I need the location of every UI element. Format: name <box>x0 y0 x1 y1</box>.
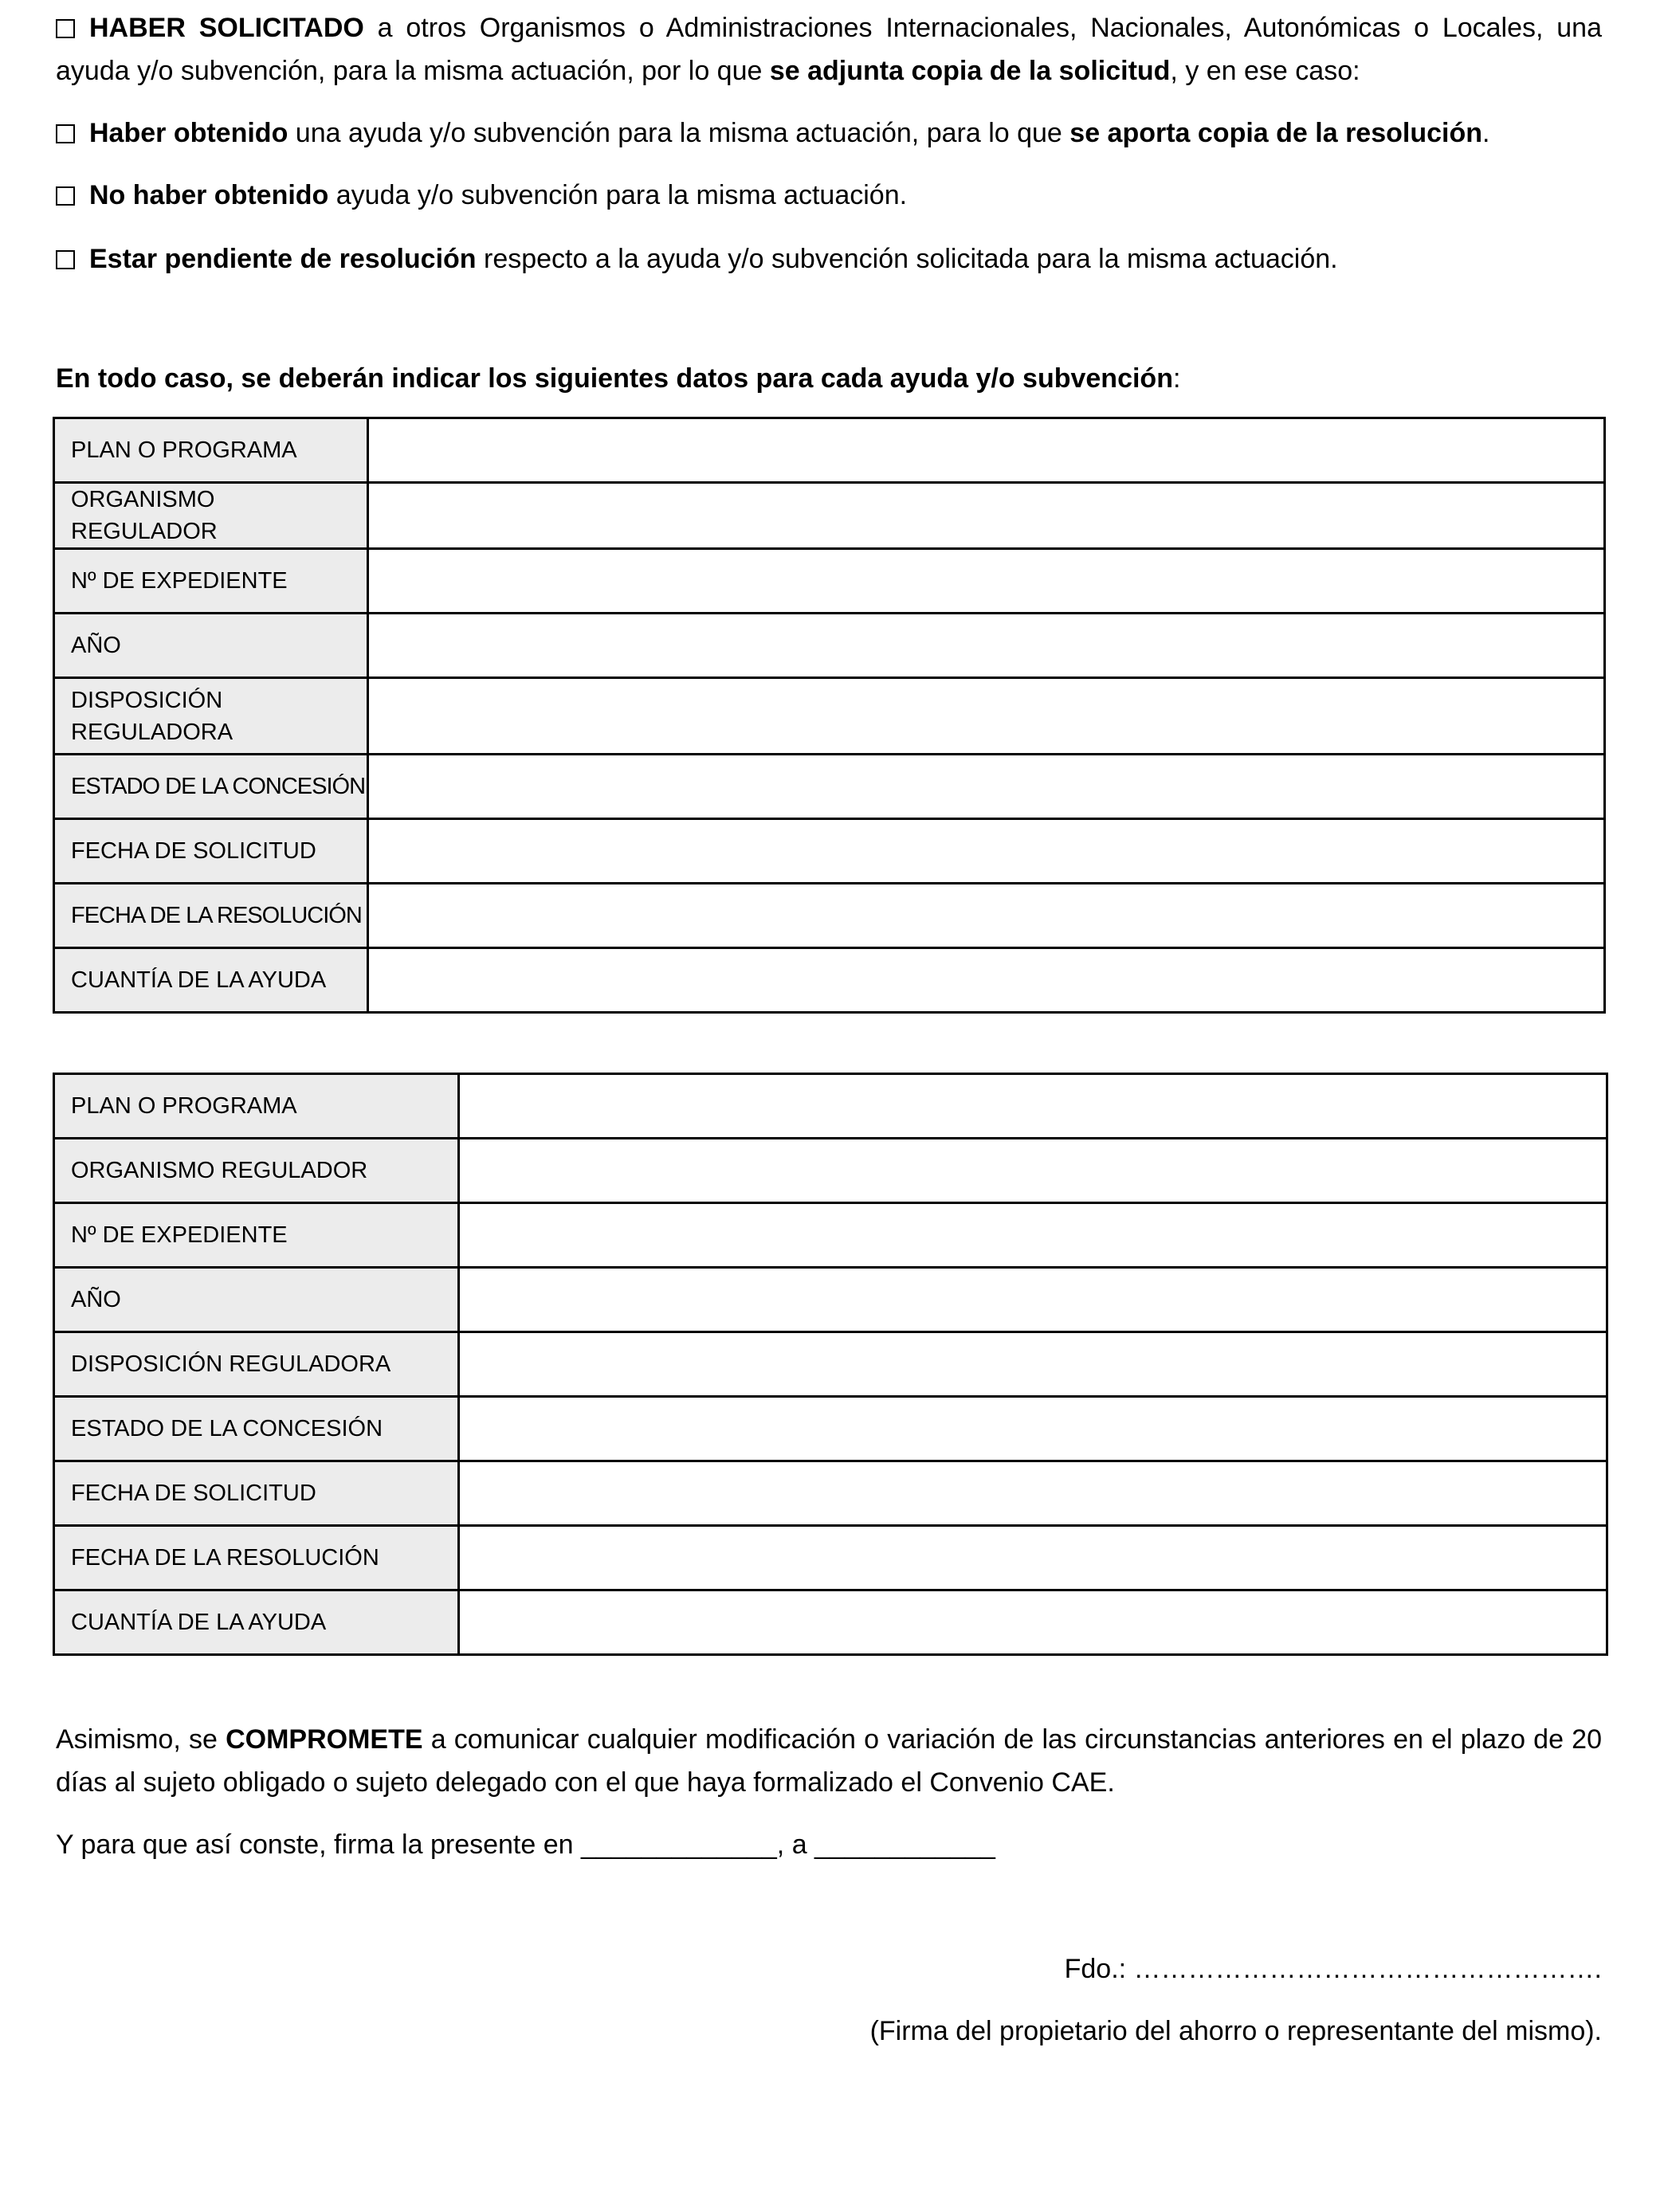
aid-table-1 <box>53 417 1606 1014</box>
row-label: FECHA DE SOLICITUD <box>54 1461 459 1526</box>
fdo-signature-line: Fdo.: ……………………………………………. <box>1064 1954 1602 1984</box>
table-row <box>54 1590 1607 1655</box>
commitment-paragraph <box>56 1718 1602 1804</box>
checkbox-no-haber-obtenido[interactable] <box>56 186 75 206</box>
intro-bold-1: HABER SOLICITADO <box>89 13 364 43</box>
option-haber-obtenido <box>56 112 1618 155</box>
row-label: AÑO <box>54 1268 459 1332</box>
row-value-field[interactable] <box>459 1203 1607 1268</box>
option-1-text: una ayuda y/o subvención para la misma actuación, para lo que <box>288 118 1070 148</box>
row-label: ORGANISMO REGULADOR <box>54 483 368 549</box>
row-value-field[interactable] <box>368 819 1605 884</box>
row-value-field[interactable] <box>459 1461 1607 1526</box>
table-row <box>54 614 1605 678</box>
intro-text-2: , y en ese caso: <box>1170 56 1360 86</box>
table-row <box>54 418 1605 483</box>
checkbox-haber-solicitado[interactable] <box>56 19 75 38</box>
table-row <box>54 1268 1607 1332</box>
option-no-haber-obtenido <box>56 174 1618 217</box>
table-row <box>54 1526 1607 1590</box>
row-value-field[interactable] <box>459 1526 1607 1590</box>
table-row <box>54 1139 1607 1203</box>
table-row <box>54 1074 1607 1139</box>
table-row <box>54 549 1605 614</box>
table-intro-tail: : <box>1172 363 1181 394</box>
table-row <box>54 819 1605 884</box>
row-value-field[interactable] <box>368 614 1605 678</box>
row-label: CUANTÍA DE LA AYUDA <box>54 1590 459 1655</box>
checkbox-pendiente-resolucion[interactable] <box>56 250 75 269</box>
option-1-bold: Haber obtenido <box>89 118 288 148</box>
row-value-field[interactable] <box>368 884 1605 948</box>
row-value-field[interactable] <box>459 1268 1607 1332</box>
row-label: PLAN O PROGRAMA <box>54 418 368 483</box>
intro-paragraph <box>56 6 1602 92</box>
aid-table-2 <box>53 1073 1608 1656</box>
row-value-field[interactable] <box>368 418 1605 483</box>
option-3-bold: Estar pendiente de resolución <box>89 244 477 274</box>
row-value-field[interactable] <box>459 1590 1607 1655</box>
table-row <box>54 483 1605 549</box>
option-2-text: ayuda y/o subvención para la misma actuación. <box>328 180 908 210</box>
commitment-text-2: a comunicar cualquier modificación o variación de las circunstancias anteriores en el plazo de 20 días al sujeto obligado o sujeto delegado con el que haya formalizado el Convenio CAE. <box>56 1724 1602 1798</box>
row-value-field[interactable] <box>459 1332 1607 1397</box>
commitment-bold: COMPROMETE <box>226 1724 423 1755</box>
table-row <box>54 948 1605 1013</box>
row-label: PLAN O PROGRAMA <box>54 1074 459 1139</box>
row-label: FECHA DE LA RESOLUCIÓN <box>54 884 368 948</box>
table-row <box>54 1397 1607 1461</box>
option-2-bold: No haber obtenido <box>89 180 329 210</box>
commitment-text-1: Asimismo, se <box>56 1724 226 1755</box>
option-3-text: respecto a la ayuda y/o subvención solicitada para la misma actuación. <box>476 244 1338 274</box>
row-value-field[interactable] <box>368 483 1605 549</box>
signature-note: (Firma del propietario del ahorro o representante del mismo). <box>869 2016 1602 2046</box>
row-label: FECHA DE LA RESOLUCIÓN <box>54 1526 459 1590</box>
option-pendiente-resolucion <box>56 237 1618 280</box>
table-intro-bold: En todo caso, se deberán indicar los siguientes datos para cada ayuda y/o subvención <box>56 363 1173 394</box>
row-value-field[interactable] <box>368 678 1605 755</box>
row-value-field[interactable] <box>368 755 1605 819</box>
row-value-field[interactable] <box>368 948 1605 1013</box>
row-label: Nº DE EXPEDIENTE <box>54 1203 459 1268</box>
table-row <box>54 678 1605 755</box>
row-label: CUANTÍA DE LA AYUDA <box>54 948 368 1013</box>
table-intro <box>56 357 1618 400</box>
row-label: AÑO <box>54 614 368 678</box>
row-value-field[interactable] <box>459 1397 1607 1461</box>
row-label: Nº DE EXPEDIENTE <box>54 549 368 614</box>
table-row <box>54 755 1605 819</box>
option-1-bold-2: se aporta copia de la resolución <box>1069 118 1483 148</box>
row-label: FECHA DE SOLICITUD <box>54 819 368 884</box>
row-label: DISPOSICIÓN REGULADORA <box>54 678 368 755</box>
row-label: ORGANISMO REGULADOR <box>54 1139 459 1203</box>
table-row <box>54 1203 1607 1268</box>
row-label: DISPOSICIÓN REGULADORA <box>54 1332 459 1397</box>
table-row <box>54 884 1605 948</box>
sign-place-date-line: Y para que así conste, firma la presente en _____________, a ____________ <box>56 1830 995 1860</box>
row-label: ESTADO DE LA CONCESIÓN <box>54 1397 459 1461</box>
row-value-field[interactable] <box>368 549 1605 614</box>
option-1-tail: . <box>1482 118 1490 148</box>
checkbox-haber-obtenido[interactable] <box>56 124 75 143</box>
row-value-field[interactable] <box>459 1139 1607 1203</box>
table-row <box>54 1332 1607 1397</box>
intro-text-1: a otros Organismos o Administraciones Internacionales, Nacionales, Autonómicas o Locales, una ayuda y/o subvención, para la misma actuación, por lo que <box>56 13 1602 86</box>
row-label: ESTADO DE LA CONCESIÓN <box>54 755 368 819</box>
intro-bold-2: se adjunta copia de la solicitud <box>769 56 1171 86</box>
row-value-field[interactable] <box>459 1074 1607 1139</box>
table-row <box>54 1461 1607 1526</box>
